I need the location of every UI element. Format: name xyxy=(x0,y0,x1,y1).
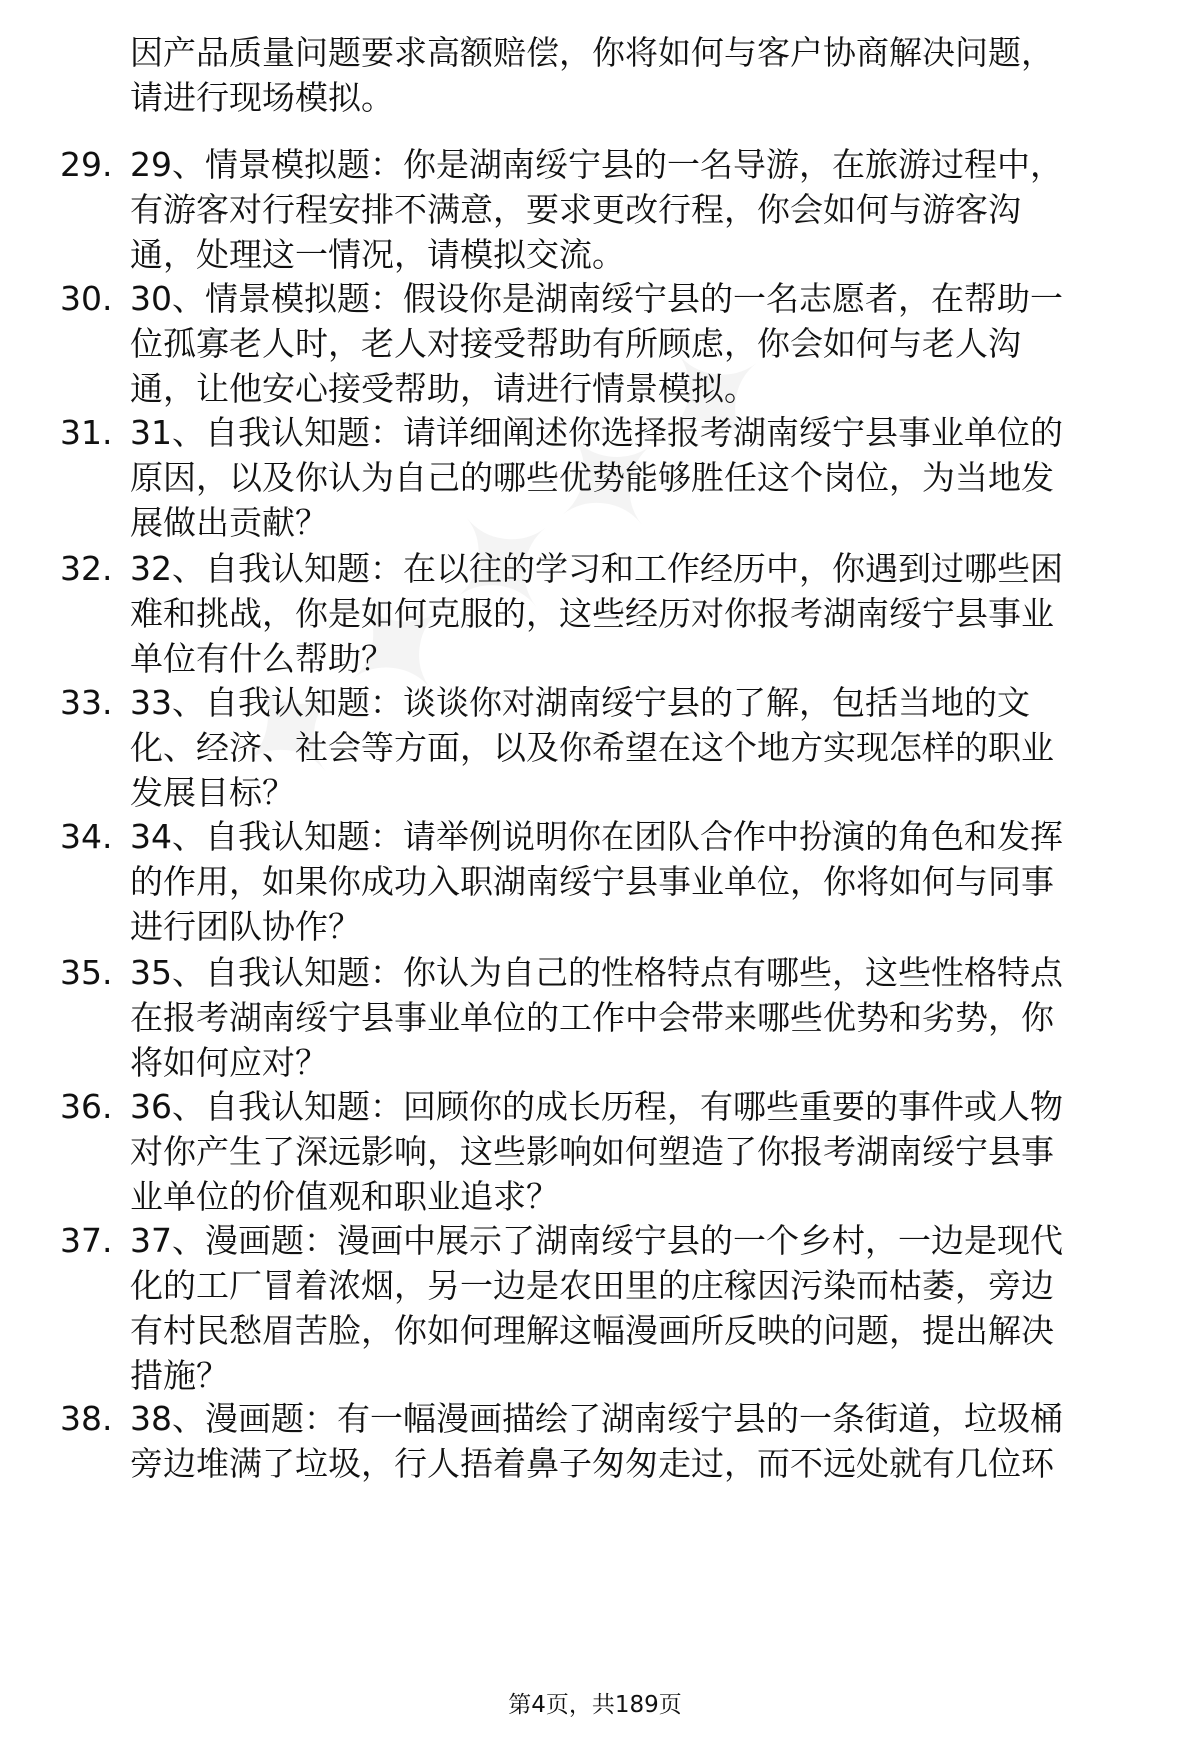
text-line: 难和挑战，你是如何克服的，这些经历对你报考湖南绥宁县事业 xyxy=(130,594,1054,633)
text-line: 36、自我认知题：回顾你的成长历程，有哪些重要的事件或人物 xyxy=(130,1087,1063,1126)
text-line: 对你产生了深远影响，这些影响如何塑造了你报考湖南绥宁县事 xyxy=(130,1132,1054,1171)
text-line: 化的工厂冒着浓烟，另一边是农田里的庄稼因污染而枯萎，旁边 xyxy=(130,1266,1054,1305)
question-number: 37. xyxy=(60,1221,113,1260)
text-line: 在报考湖南绥宁县事业单位的工作中会带来哪些优势和劣势，你 xyxy=(130,998,1054,1037)
text-line: 化、经济、社会等方面，以及你希望在这个地方实现怎样的职业 xyxy=(130,728,1054,767)
text-line: 30、情景模拟题：假设你是湖南绥宁县的一名志愿者，在帮助一 xyxy=(130,279,1063,318)
text-line: 单位有什么帮助？ xyxy=(130,639,394,678)
text-line: 有游客对行程安排不满意，要求更改行程，你会如何与游客沟 xyxy=(130,190,1021,229)
question-number: 34. xyxy=(60,817,113,856)
text-line: 35、自我认知题：你认为自己的性格特点有哪些，这些性格特点 xyxy=(130,953,1063,992)
text-line: 进行团队协作？ xyxy=(130,907,361,946)
text-line: 通，处理这一情况，请模拟交流。 xyxy=(130,235,625,274)
text-line: 有村民愁眉苦脸，你如何理解这幅漫画所反映的问题，提出解决 xyxy=(130,1311,1054,1350)
text-line: 因产品质量问题要求高额赔偿，你将如何与客户协商解决问题， xyxy=(130,33,1054,72)
question-number: 35. xyxy=(60,953,113,992)
question-number: 33. xyxy=(60,683,113,722)
text-line: 33、自我认知题：谈谈你对湖南绥宁县的了解，包括当地的文 xyxy=(130,683,1030,722)
text-line: 发展目标？ xyxy=(130,773,295,812)
question-number: 31. xyxy=(60,413,113,452)
text-line: 原因，以及你认为自己的哪些优势能够胜任这个岗位，为当地发 xyxy=(130,458,1054,497)
text-line: 37、漫画题：漫画中展示了湖南绥宁县的一个乡村，一边是现代 xyxy=(130,1221,1063,1260)
question-number: 32. xyxy=(60,549,113,588)
text-line: 34、自我认知题：请举例说明你在团队合作中扮演的角色和发挥 xyxy=(130,817,1063,856)
text-line: 位孤寡老人时，老人对接受帮助有所顾虑，你会如何与老人沟 xyxy=(130,324,1021,363)
text-line: 31、自我认知题：请详细阐述你选择报考湖南绥宁县事业单位的 xyxy=(130,413,1063,452)
text-line: 请进行现场模拟。 xyxy=(130,78,394,117)
text-line: 32、自我认知题：在以往的学习和工作经历中，你遇到过哪些困 xyxy=(130,549,1063,588)
page-number-footer: 第4页，共189页 xyxy=(508,1692,682,1718)
text-line: 措施？ xyxy=(130,1356,229,1395)
question-number: 29. xyxy=(60,145,113,184)
text-line: 旁边堆满了垃圾，行人捂着鼻子匆匆走过，而不远处就有几位环 xyxy=(130,1444,1054,1483)
text-line: 业单位的价值观和职业追求？ xyxy=(130,1177,559,1216)
text-line: 通，让他安心接受帮助，请进行情景模拟。 xyxy=(130,369,757,408)
text-line: 38、漫画题：有一幅漫画描绘了湖南绥宁县的一条街道，垃圾桶 xyxy=(130,1399,1063,1438)
text-line: 29、情景模拟题：你是湖南绥宁县的一名导游，在旅游过程中， xyxy=(130,145,1063,184)
text-line: 的作用，如果你成功入职湖南绥宁县事业单位，你将如何与同事 xyxy=(130,862,1054,901)
question-number: 38. xyxy=(60,1399,113,1438)
text-line: 将如何应对？ xyxy=(130,1043,328,1082)
text-line: 展做出贡献？ xyxy=(130,503,328,542)
question-number: 36. xyxy=(60,1087,113,1126)
question-number: 30. xyxy=(60,279,113,318)
